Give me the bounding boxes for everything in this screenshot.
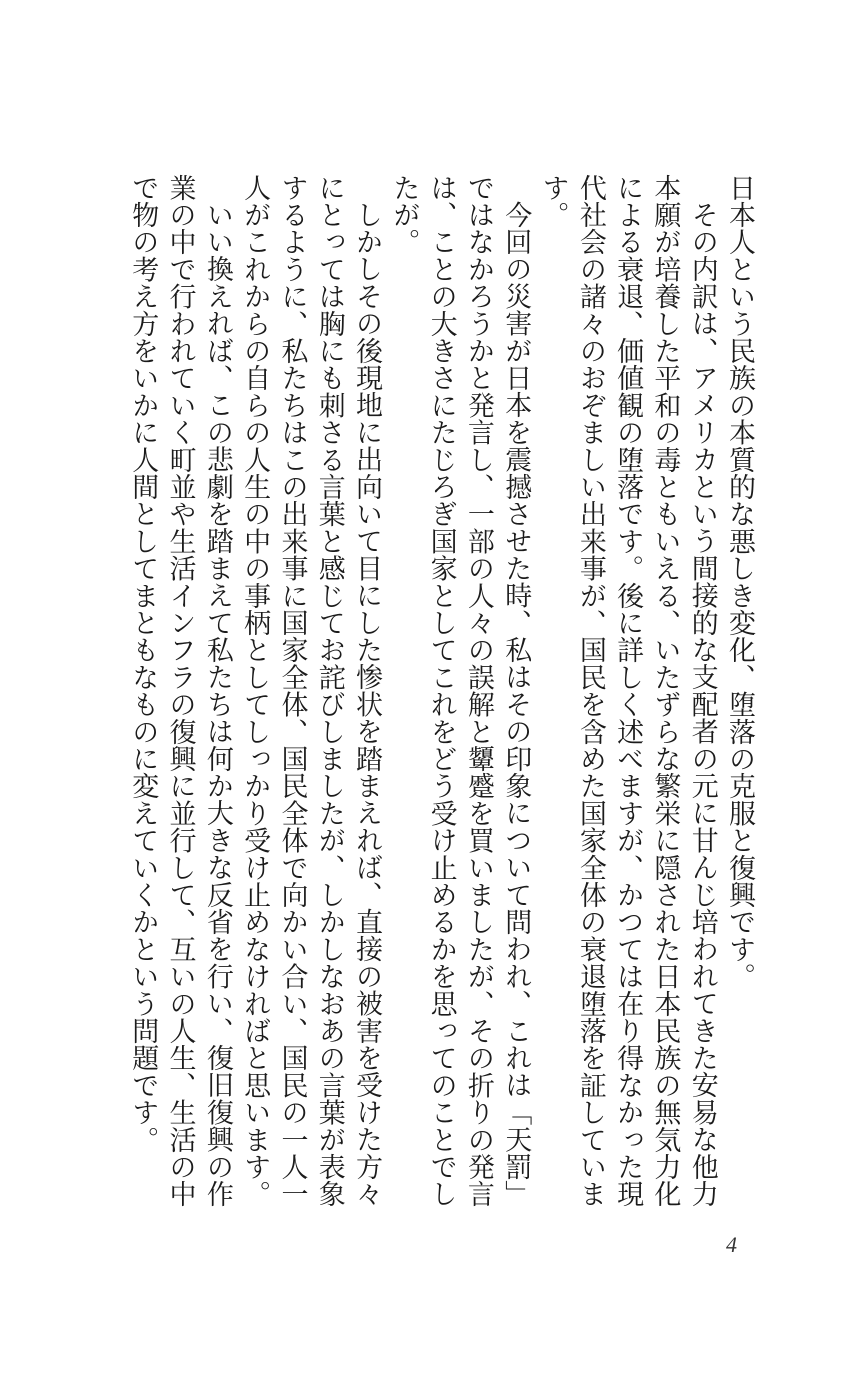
paragraph-2: その内訳は、アメリカという間接的な支配者の元に甘んじ培われてきた安易な他力本願が培養した平和の毒ともいえる、いたずらな繁栄に隠された日本民族の無気力化による衰退、価値観の堕落です。後に詳しく述べますが、かつては在り得なかった現代社会の諸々のおぞましい出来事が、国民を含めた国家全体の衰退堕落を証しています。 xyxy=(537,174,718,1208)
paragraph-4: しかしその後現地に出向いて目にした惨状を踏まえれば、直接の被害を受けた方々にとっては胸にも刺さる言葉と感じてお詫びしましたが、しかしなおあの言葉が表象するように、私たちはこの出来事に国家全体、国民全体で向かい合い、国民の一人一人がこれからの自らの人生の中の事柄としてしっかり受け止めなければと思います。 xyxy=(239,174,383,1208)
page-number: 4 xyxy=(726,1232,737,1257)
paragraph-5: いい換えれば、この悲劇を踏まえて私たちは何か大きな反省を行い、復旧復興の作業の中で行われていく町並や生活インフラの復興に並行して、互いの人生、生活の中で物の考え方をいかに人間としてまともなものに変えていくかという問題です。 xyxy=(127,174,233,1208)
paragraph-1: 日本人という民族の本質的な悪しき変化、堕落の克服と復興です。 xyxy=(724,174,755,990)
body-text xyxy=(124,174,758,1234)
paragraph-3: 今回の災害が日本を震撼させた時、私はその印象について問われ、これは「天罰」ではなかろうかと発言し、一部の人々の誤解と顰蹙を買いましたが、その折りの発言は、ことの大きさにたじろぎ国家としてこれをどう受け止めるかを思ってのことでしたが。 xyxy=(388,174,532,1208)
